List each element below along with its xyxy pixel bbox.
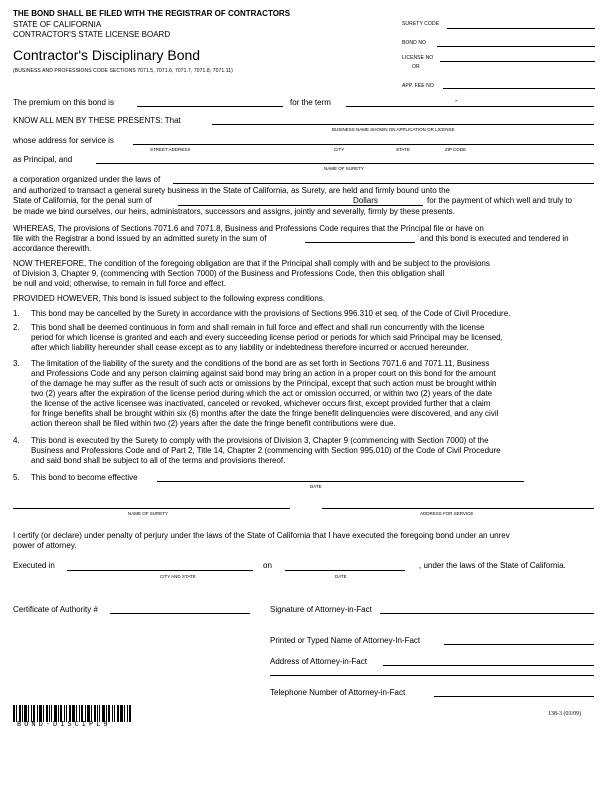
condition-text: This bond is executed by the Surety to comply with the provisions of Division 3, Chapter 9 (commencing with Section 7000) of the [31, 436, 489, 445]
bond-no-label: BOND NO [402, 40, 427, 46]
condition-text: and Professions Code and any person claiming against said bond may bring an action in a proper court on this bond for the amount [31, 369, 496, 378]
now-therefore-line1: NOW THEREFORE, The condition of the foregoing obligation are that if the Principal shall comply with and be subject to the provisions [13, 259, 490, 268]
street-caption: STREET ADDRESS [150, 147, 191, 152]
surety-code-field[interactable] [447, 28, 595, 29]
know-all-label: KNOW ALL MEN BY THESE PRESENTS: That [13, 116, 181, 125]
attorney-address-field-2[interactable] [270, 675, 594, 676]
state-caption: STATE [396, 147, 410, 152]
condition-text: and said bond shall be subject to all of the terms and provisions thereof. [31, 456, 286, 465]
provided-text: PROVIDED HOWEVER, This bond is issued subject to the following express conditions. [13, 294, 325, 303]
barcode-icon [13, 705, 133, 722]
condition-number: 4. [13, 436, 20, 445]
address-for-service-field[interactable] [322, 508, 594, 509]
name-of-surety-caption: NAME OF SURETY [128, 511, 169, 516]
address-for-service-caption: ADDRESS FOR SERVICE [420, 511, 474, 516]
bond-sum-field[interactable] [305, 242, 415, 243]
address-label: whose address for service is [13, 136, 114, 145]
penal-sum-field[interactable] [178, 205, 423, 206]
condition-text: after which liability hereunder shall cease except as to any liability or indebtedness therefore incurred or accrued hereunder. [31, 343, 469, 352]
term-label: for the term [290, 98, 331, 107]
condition-text: the license of the active licensee was inactivated, canceled or revoked, whichever occurs first, except provided further that a claim [31, 399, 491, 408]
telephone-label: Telephone Number of Attorney-in-Fact [270, 688, 406, 697]
executed-tail: , under the laws of the State of California. [419, 561, 566, 570]
bind-text: be made we bind ourselves, our heirs, administrators, successors and assigns, jointly and severally, firmly by these presents. [13, 207, 455, 216]
term-dash: - [455, 96, 458, 105]
condition-number: 1. [13, 309, 20, 318]
surety-code-label: SURETY CODE [402, 21, 440, 27]
payment-text: for the payment of which well and truly to [427, 196, 572, 205]
app-fee-no-field[interactable] [443, 88, 595, 89]
whereas-line1: WHEREAS, The provisions of Sections 7071.6 and 7071.8, Business and Professions Code requires that the Principal file or have on [13, 224, 484, 233]
corporation-line: a corporation organized under the laws of [13, 175, 161, 184]
attorney-address-label: Address of Attorney-in-Fact [270, 657, 367, 666]
code-reference: (BUSINESS AND PROFESSIONS CODE SECTIONS 7071.5, 7071.6, 7071.7, 7071.8, 7071.11) [13, 68, 233, 74]
condition-text: period for which license is granted and each and every succeeding license period or periods for which said Principal may be licensed, [31, 333, 503, 342]
now-therefore-line2: of Division 3, Chapter 9, (commencing with Section 7000) of the Business and Professions Code, then this obligation shall [13, 269, 445, 278]
app-fee-no-label: APP. FEE NO [402, 83, 434, 89]
dollars-label: Dollars [353, 196, 378, 205]
certificate-of-authority-label: Certificate of Authority # [13, 605, 98, 614]
business-name-field[interactable] [212, 124, 594, 125]
city-caption: CITY [334, 147, 345, 152]
license-no-label: LICENSE NO [402, 55, 434, 61]
whereas-line2: file with the Registrar a bond issued by an admitted surety in the sum of [13, 234, 267, 243]
barcode-text: BOND-DISCIPL9 [17, 721, 111, 729]
surety-name-caption: NAME OF SURETY [324, 166, 365, 171]
condition-text: two (2) years after the expiration of the license period during which the act or omission occurred, or within two (2) years of the date [31, 389, 493, 398]
bond-no-field[interactable] [437, 46, 595, 47]
condition-text: The limitation of the liability of the surety and the conditions of the bond are as set forth in Sections 7071.6 and 7071.11, Business [31, 359, 490, 368]
executed-label: Executed in [13, 561, 55, 570]
business-name-caption: BUSINESS NAME SHOWN ON APPLICATION OR LICENSE [332, 127, 455, 132]
date-caption: DATE [310, 484, 322, 489]
condition-text: action thereon shall be filed within two (2) years after the date the fringe benefit contributions were due. [31, 419, 396, 428]
condition-text: This bond to become effective [31, 473, 138, 482]
state-label: STATE OF CALIFORNIA [13, 20, 102, 29]
penal-sum-label: State of California, for the penal sum of [13, 196, 152, 205]
name-of-surety-field[interactable] [13, 508, 290, 509]
printed-name-field[interactable] [444, 644, 594, 645]
condition-number: 3. [13, 359, 20, 368]
telephone-field[interactable] [434, 696, 594, 697]
signature-label: Signature of Attorney-in-Fact [270, 605, 372, 614]
attorney-address-field[interactable] [383, 665, 594, 666]
condition-text: This bond may be cancelled by the Surety in accordance with the provisions of Sections 996.310 et seq. of the Code of Civil Procedure. [31, 309, 511, 318]
date-caption: DATE [335, 574, 347, 579]
or-label: OR [412, 64, 420, 70]
city-state-caption: CITY AND STATE [160, 574, 196, 579]
board-label: CONTRACTOR'S STATE LICENSE BOARD [13, 30, 171, 39]
now-therefore-line3: be null and void; otherwise, to remain in full force and effect. [13, 279, 226, 288]
condition-text: for fringe benefits shall be brought within six (6) months after the date the fringe benefit delinquencies were discovered, and any civil [31, 409, 499, 418]
signature-field[interactable] [380, 613, 594, 614]
certify-line1: I certify (or declare) under penalty of perjury under the laws of the State of California that I have executed the foregoing bond under an unrev [13, 531, 510, 540]
whereas-tail: and this bond is executed and tendered in [420, 234, 569, 243]
authorized-line: and authorized to transact a general surety business in the State of California, as Surety, are held and firmly bound unto the [13, 186, 450, 195]
condition-number: 5. [13, 473, 20, 482]
condition-number: 2. [13, 323, 20, 332]
page-title: Contractor's Disciplinary Bond [13, 47, 201, 63]
executed-city-field[interactable] [67, 570, 253, 571]
license-no-field[interactable] [440, 61, 595, 62]
printed-name-label: Printed or Typed Name of Attorney-In-Fact [270, 636, 421, 645]
premium-field[interactable] [137, 106, 283, 107]
term-field[interactable] [346, 106, 594, 107]
form-number: 138-3 (03/09) [548, 711, 582, 717]
condition-text: This bond shall be deemed continuous in form and shall remain in full force and effect and shall run concurrently with the license [31, 323, 485, 332]
executed-date-field[interactable] [285, 570, 405, 571]
premium-label: The premium on this bond is [13, 98, 114, 107]
certificate-of-authority-field[interactable] [110, 613, 250, 614]
service-address-field[interactable] [133, 144, 594, 145]
surety-name-field[interactable] [96, 163, 594, 164]
principal-label: as Principal, and [13, 155, 73, 164]
condition-text: Business and Professions Code and of Part 2, Title 14, Chapter 2 (commencing with Section 995.010) of the Code of Civil Procedure [31, 446, 501, 455]
state-of-organization-field[interactable] [173, 183, 594, 184]
filing-instruction: THE BOND SHALL BE FILED WITH THE REGISTRAR OF CONTRACTORS [13, 9, 291, 18]
certify-line2: power of attorney. [13, 541, 77, 550]
whereas-line3: accordance therewith. [13, 244, 92, 253]
zip-caption: ZIP CODE [445, 147, 467, 152]
condition-text: of the damage he may suffer as the result of such acts or omissions by the Principal, except that such action must be brought within [31, 379, 497, 388]
effective-date-field[interactable] [157, 481, 524, 482]
on-label: on [263, 561, 272, 570]
